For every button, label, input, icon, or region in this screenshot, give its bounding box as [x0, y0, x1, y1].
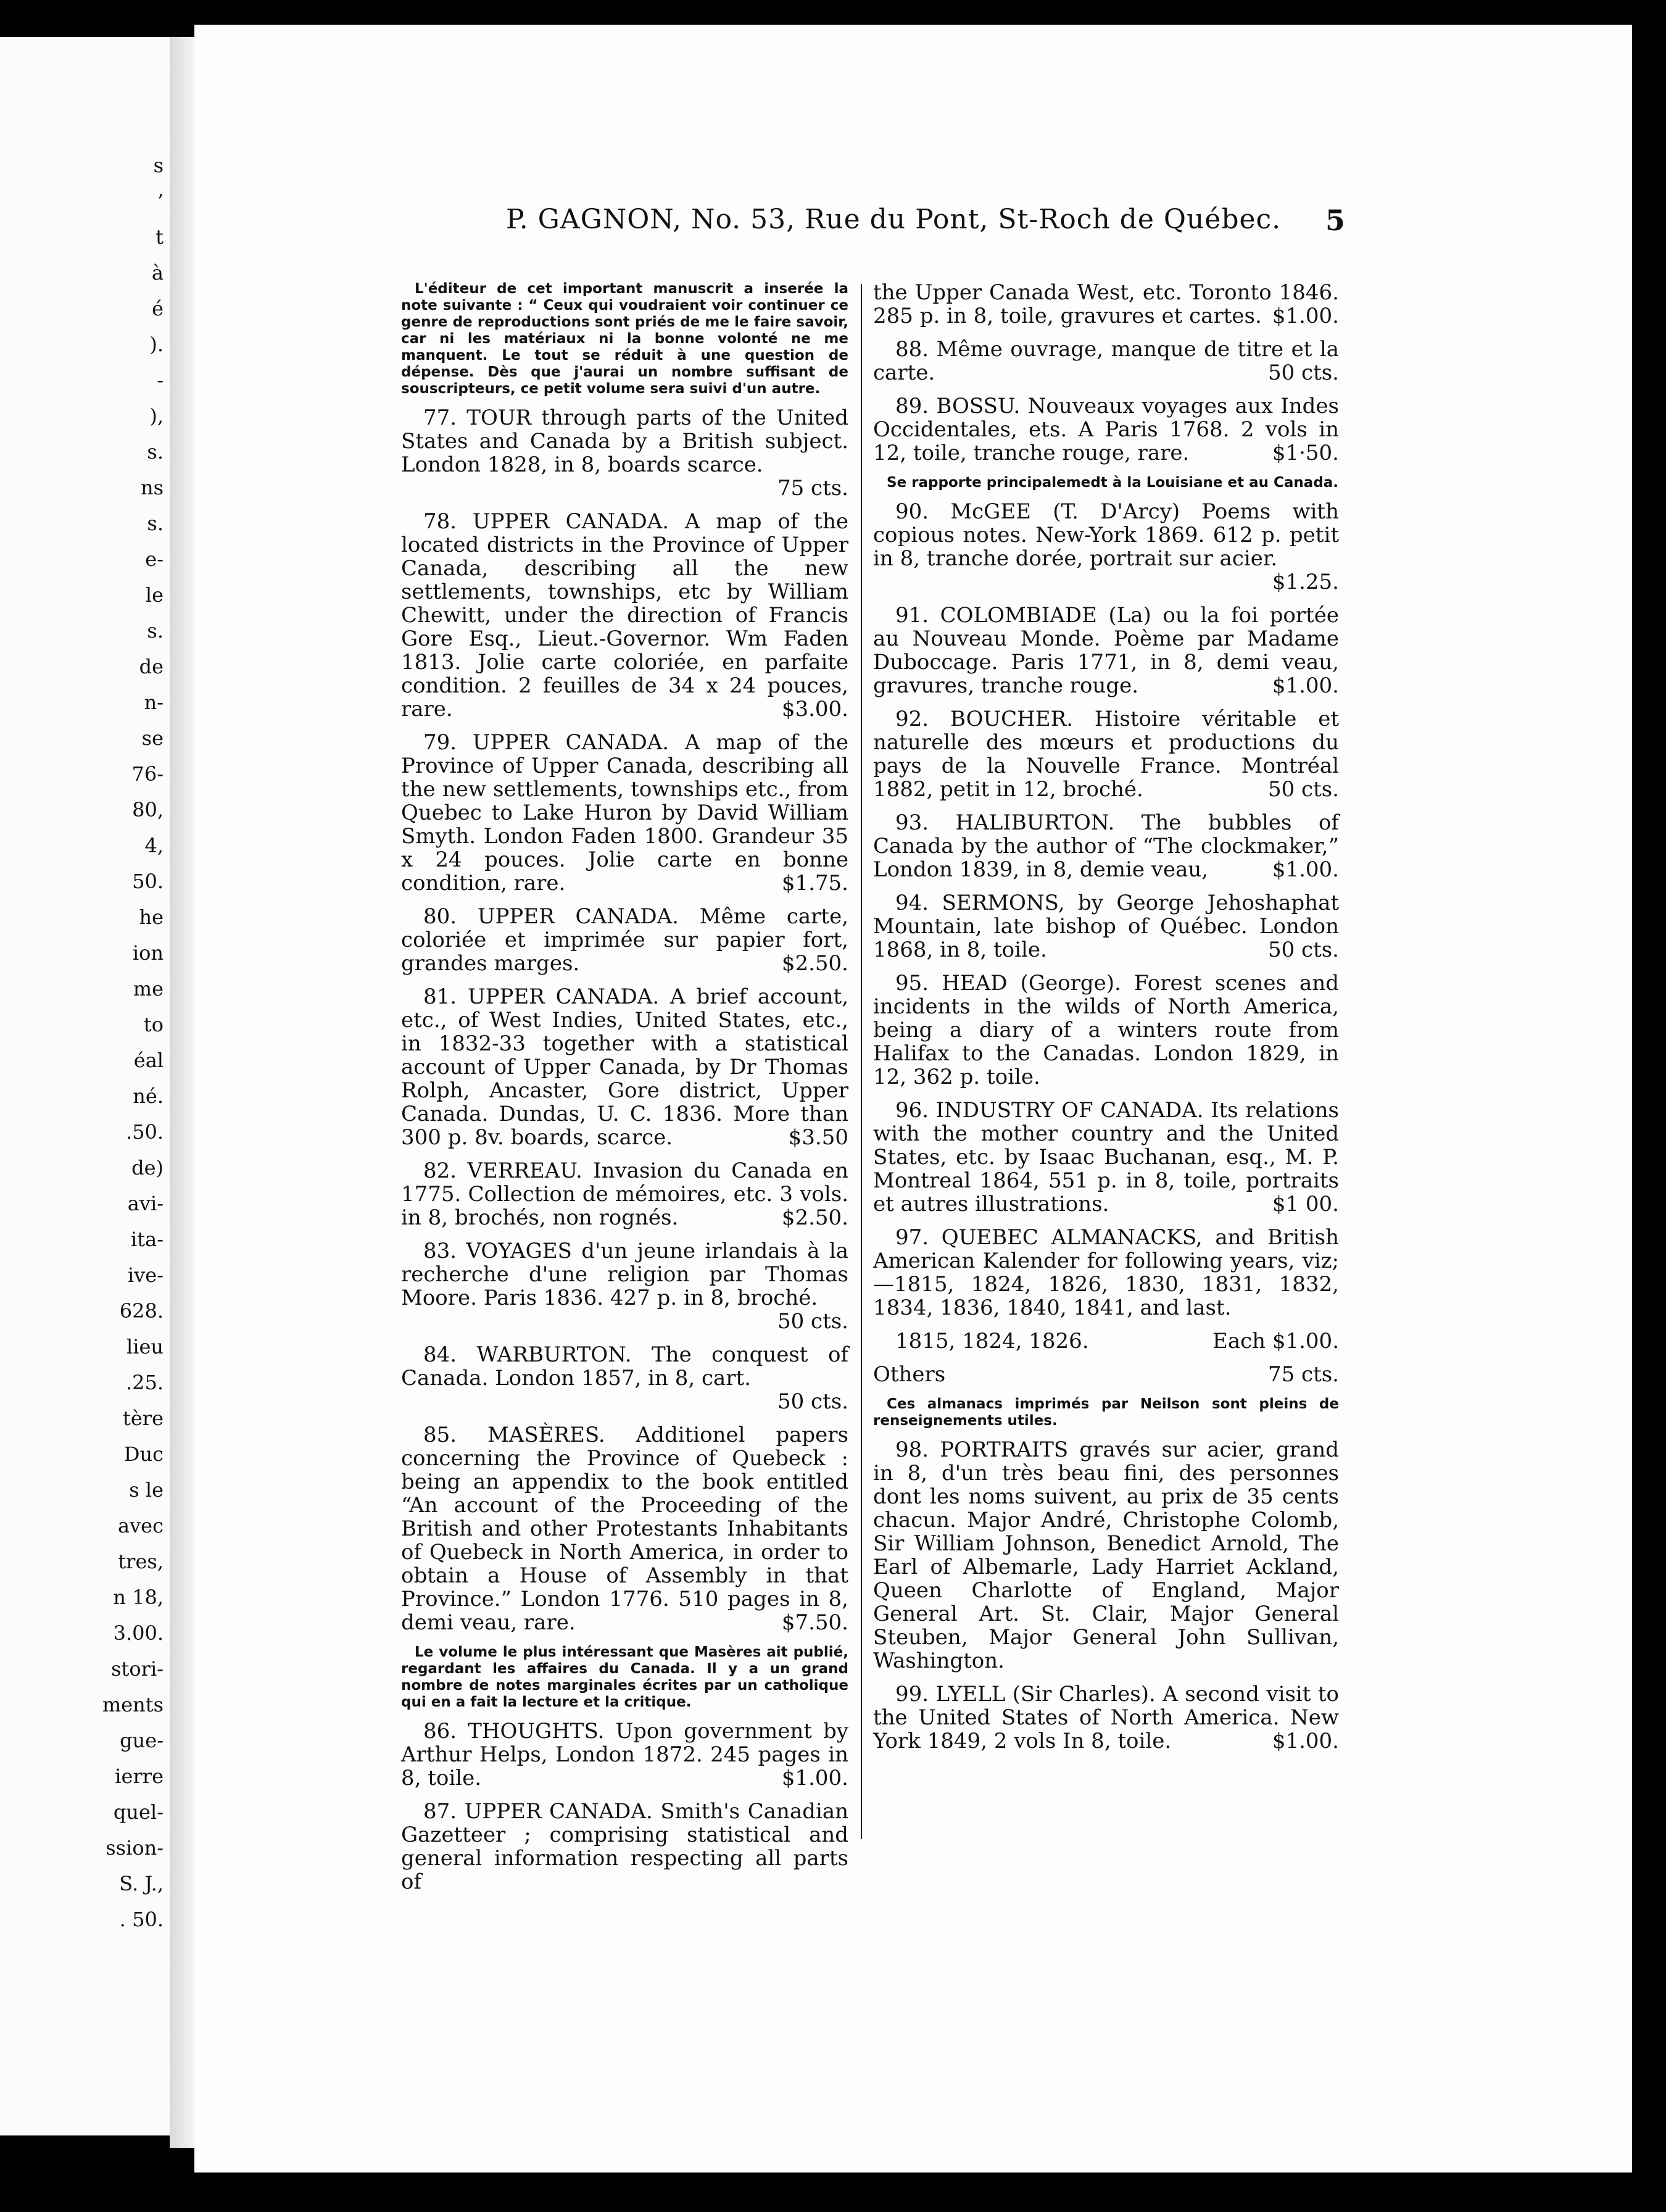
catalogue-entry [401, 1239, 848, 1333]
fragment-text: ssion- [106, 1836, 164, 1860]
fragment-text: ), [149, 404, 164, 428]
entry-text: 79. UPPER CANADA. A map of the Province of Upper Canada, describing all the new settlements, townships etc., from Quebec to Lake Huron by David William Smyth. London Faden 1800. Grandeur 35 x 24 pouces. Jolie carte en bonne condition, rare. [401, 730, 848, 896]
fragment-text: e- [145, 547, 164, 571]
catalogue-entry [873, 1226, 1339, 1320]
catalogue-entry [873, 891, 1339, 962]
catalogue-entry [401, 985, 848, 1149]
entry-price: $1.00. [1272, 857, 1339, 882]
catalogue-entry [873, 604, 1339, 697]
fragment-text: .25. [125, 1371, 164, 1394]
entry-text: 96. INDUSTRY OF CANADA. Its relations with the mother country and the United States, etc. by Isaac Buchanan, esq., M. P. Montreal 1864, 551 p. in 8, toile, portraits et autres illustrations. [873, 1098, 1339, 1216]
fragment-text: é [152, 297, 164, 320]
entry-text: 88. Même ouvrage, manque de titre et la carte. [873, 337, 1339, 385]
entry-price: 50 cts. [1267, 777, 1339, 802]
entry-price: Each $1.00. [1212, 1329, 1339, 1353]
entry-text: 90. McGEE (T. D'Arcy) Poems with copious notes. New-York 1869. 612 p. petit in 8, tranche dorée, portrait sur acier. [873, 499, 1339, 571]
fragment-text: . 50. [119, 1908, 164, 1931]
fragment-text: s. [147, 512, 164, 535]
entry-price: $2.50. [781, 951, 848, 976]
fragment-text: ive- [127, 1263, 164, 1287]
entry-price: $1.00. [1272, 673, 1339, 698]
editorial-note: Le volume le plus intéressant que Masères ait publié, regardant les affaires du Canada. Il y a un grand nombre de notes marginales écrites par un catholique qui en a fait la lecture et la critique. [401, 1644, 848, 1710]
entry-price: $7.50. [781, 1610, 848, 1635]
fragment-text: tres, [118, 1550, 164, 1573]
fragment-text: S. J., [119, 1872, 164, 1895]
fragment-text: de) [131, 1156, 164, 1179]
catalogue-entry [401, 905, 848, 975]
entry-text: 94. SERMONS, by George Jehoshaphat Mountain, late bishop of Québec. London 1868, in 8, toile. [873, 891, 1339, 962]
fragment-text: s le [129, 1478, 164, 1502]
entry-text: 97. QUEBEC ALMANACKS, and British American Kalender for following years, viz;—1815, 1824, 1826, 1830, 1831, 1832, 1834, 1836, 1840, 1841, and last. [873, 1225, 1339, 1320]
catalogue-entry [401, 510, 848, 721]
fragment-text: ns [140, 476, 164, 499]
entry-price: $1.00. [781, 1766, 848, 1790]
catalogue-entry [873, 1682, 1339, 1753]
catalogue-entry [873, 281, 1339, 328]
fragment-text: ’ [157, 189, 164, 213]
fragment-text: 4, [144, 834, 164, 857]
entry-text: 80. UPPER CANADA. Même carte, coloriée et imprimée sur papier fort, grandes marges. [401, 904, 848, 976]
entry-text: 91. COLOMBIADE (La) ou la foi portée au Nouveau Monde. Poème par Madame Duboccage. Paris 1771, in 8, demi veau, gravures, tranche rouge. [873, 603, 1339, 698]
catalogue-entry [873, 811, 1339, 881]
entry-price: $3.00. [781, 697, 848, 721]
entry-price: $2.50. [781, 1205, 848, 1230]
fragment-text: 80, [132, 798, 164, 821]
fragment-text: avec [117, 1514, 164, 1537]
catalogue-entry [873, 1329, 1339, 1353]
catalogue-entry [401, 1719, 848, 1790]
entry-price: $1.75. [781, 871, 848, 896]
catalogue-entry [401, 731, 848, 895]
catalogue-entry [873, 1438, 1339, 1673]
catalogue-entry [401, 1343, 848, 1413]
fragment-text: n- [144, 691, 164, 714]
fragment-text: 3.00. [113, 1621, 164, 1645]
entry-text: 83. VOYAGES d'un jeune irlandais à la recherche d'une religion par Thomas Moore. Paris 1836. 427 p. in 8, broché. [401, 1239, 848, 1310]
fragment-text: s. [147, 619, 164, 642]
fragment-text: he [139, 905, 164, 929]
entry-price: $1 00. [1272, 1192, 1339, 1216]
fragment-text: ita- [131, 1228, 164, 1251]
entry-price: $1.25. [1272, 570, 1339, 594]
entry-text: 78. UPPER CANADA. A map of the located districts in the Province of Upper Canada, describing all the new settlements, townships, etc by William Chewitt, under the direction of Francis Gore Esq., Lieut.-Governor. Wm Faden 1813. Jolie carte coloriée, en parfaite condition. 2 feuilles de 34 x 24 pouces, rare. [401, 509, 848, 721]
catalogue-entry [873, 707, 1339, 801]
fragment-text: stori- [111, 1657, 164, 1681]
fragment-text: Duc [123, 1442, 164, 1466]
entry-text: 1815, 1824, 1826. [895, 1329, 1089, 1353]
right-column [873, 281, 1339, 1763]
entry-price: $1.00. [1272, 1729, 1339, 1753]
left-column [401, 281, 848, 1903]
entry-price: $3.50 [788, 1125, 848, 1150]
editorial-note: L'éditeur de cet important manuscrit a inserée la note suivante : “ Ceux qui voudraient voir continuer ce genre de reproductions sont priés de me le faire savoir, car ni les matériaux ni la bonne volonté ne me manquent. Le tout se réduit à une question de dépense. Dès que j'aurai un nombre suffisant de souscripteurs, ce petit volume sera suivi d'un autre. [401, 281, 848, 397]
fragment-text: avi- [127, 1192, 164, 1215]
fragment-text: lieu [126, 1335, 164, 1358]
fragment-text: - [157, 368, 164, 392]
running-header: P. GAGNON, No. 53, Rue du Pont, St-Roch de Québec. [506, 204, 1282, 235]
fragment-text: 76- [131, 762, 164, 786]
catalogue-entry [401, 1800, 848, 1894]
column-rule [861, 284, 862, 1839]
entry-text: 98. PORTRAITS gravés sur acier, grand in 8, d'un très beau fini, des personnes dont les noms suivent, au prix de 35 cents chacun. Major André, Christophe Colomb, Sir William Johnson, Benedict Arnold, The Earl of Albemarle, Lady Harriet Ackland, Queen Charlotte of England, Major General Art. St. Clair, Major General Steuben, Major General John Sullivan, Washington. [873, 1437, 1339, 1673]
catalogue-entry [873, 971, 1339, 1089]
fragment-text: ion [132, 941, 164, 965]
fragment-text: à [151, 261, 164, 285]
page-gutter [170, 37, 194, 2148]
fragment-text: me [133, 977, 164, 1000]
entry-text: 93. HALIBURTON. The bubbles of Canada by the author of “The clockmaker,” London 1839, in 8, demie veau, [873, 810, 1339, 882]
entry-text: 87. UPPER CANADA. Smith's Canadian Gazetteer ; comprising statistical and general information respecting all parts of [401, 1799, 848, 1894]
catalogue-entry [873, 338, 1339, 385]
entry-price: 75 cts. [1267, 1362, 1339, 1387]
catalogue-entry [873, 1099, 1339, 1216]
catalogue-entry [873, 1363, 1339, 1386]
editorial-note: Se rapporte principalemedt à la Louisiane et au Canada. [887, 475, 1339, 491]
page-number: 5 [1325, 204, 1346, 237]
entry-price: 75 cts. [777, 476, 848, 501]
fragment-text: to [143, 1013, 164, 1036]
entry-price: 50 cts. [1267, 360, 1339, 385]
entry-price: $1·50. [1272, 441, 1339, 465]
entry-price: 50 cts. [1267, 938, 1339, 962]
fragment-text: de [139, 655, 164, 678]
entry-price: 50 cts. [777, 1309, 848, 1334]
entry-text: 77. TOUR through parts of the United States and Canada by a British subject. London 1828, in 8, boards scarce. [401, 405, 848, 477]
entry-price: $1.00. [1272, 304, 1339, 328]
fragment-text: t [155, 225, 164, 249]
fragment-text: tère [122, 1407, 164, 1430]
entry-text: 84. WARBURTON. The conquest of Canada. London 1857, in 8, cart. [401, 1342, 848, 1391]
fragment-text: se [141, 726, 164, 750]
entry-text: 92. BOUCHER. Histoire véritable et naturelle des mœurs et productions du pays de la Nouvelle France. Montréal 1882, petit in 12, broché. [873, 707, 1339, 802]
previous-page-fragment [0, 37, 170, 2135]
fragment-text: s [153, 154, 164, 177]
fragment-text: quel- [113, 1800, 164, 1824]
fragment-text: 50. [132, 870, 164, 893]
catalogue-entry [401, 1423, 848, 1634]
entry-text: 89. BOSSU. Nouveaux voyages aux Indes Occidentales, ets. A Paris 1768. 2 vols in 12, toile, tranche rouge, rare. [873, 394, 1339, 465]
fragment-text: le [145, 583, 164, 607]
fragment-text: né. [133, 1084, 164, 1108]
entry-text: 82. VERREAU. Invasion du Canada en 1775. Collection de mémoires, etc. 3 vols. in 8, brochés, non rognés. [401, 1158, 848, 1230]
catalogue-entry [401, 406, 848, 500]
editorial-note: Ces almanacs imprimés par Neilson sont pleins de renseignements utiles. [873, 1396, 1339, 1429]
catalogue-entry [401, 1159, 848, 1229]
fragment-text: ierre [115, 1765, 164, 1788]
fragment-text: ments [102, 1693, 164, 1716]
entry-price: 50 cts. [777, 1389, 848, 1414]
entry-text: 85. MASÈRES. Additionel papers concerning the Province of Quebeck : being an appendix to the book entitled “An account of the Proceeding of the British and other Protestants Inhabitants of Quebeck in North America, in order to obtain a House of Assembly in that Province.” London 1776. 510 pages in 8, demi veau, rare. [401, 1423, 848, 1635]
fragment-text: ). [149, 333, 164, 356]
catalogue-entry [873, 500, 1339, 594]
fragment-text: gue- [120, 1729, 164, 1752]
entry-text: the Upper Canada West, etc. Toronto 1846. 285 p. in 8, toile, gravures et cartes. [873, 280, 1339, 328]
fragment-text: s. [147, 440, 164, 464]
fragment-text: .50. [125, 1120, 164, 1144]
entry-text: 95. HEAD (George). Forest scenes and incidents in the wilds of North America, being a diary of a winters route from Halifax to the Canadas. London 1829, in 12, 362 p. toile. [873, 971, 1339, 1089]
catalogue-entry [873, 394, 1339, 465]
entry-text: 99. LYELL (Sir Charles). A second visit to the United States of North America. New York 1849, 2 vols In 8, toile. [873, 1682, 1339, 1753]
entry-text: Others [873, 1362, 946, 1387]
fragment-text: n 18, [113, 1586, 164, 1609]
fragment-text: 628. [119, 1299, 164, 1323]
entry-text: 81. UPPER CANADA. A brief account, etc., of West Indies, United States, etc., in 1832-33 together with a statistical account of Upper Canada, by Dr Thomas Rolph, Ancaster, Gore district, Upper Canada. Dundas, U. C. 1836. More than 300 p. 8v. boards, scarce. [401, 984, 848, 1150]
fragment-text: éal [133, 1049, 164, 1072]
entry-text: 86. THOUGHTS. Upon government by Arthur Helps, London 1872. 245 pages in 8, toile. [401, 1719, 848, 1790]
